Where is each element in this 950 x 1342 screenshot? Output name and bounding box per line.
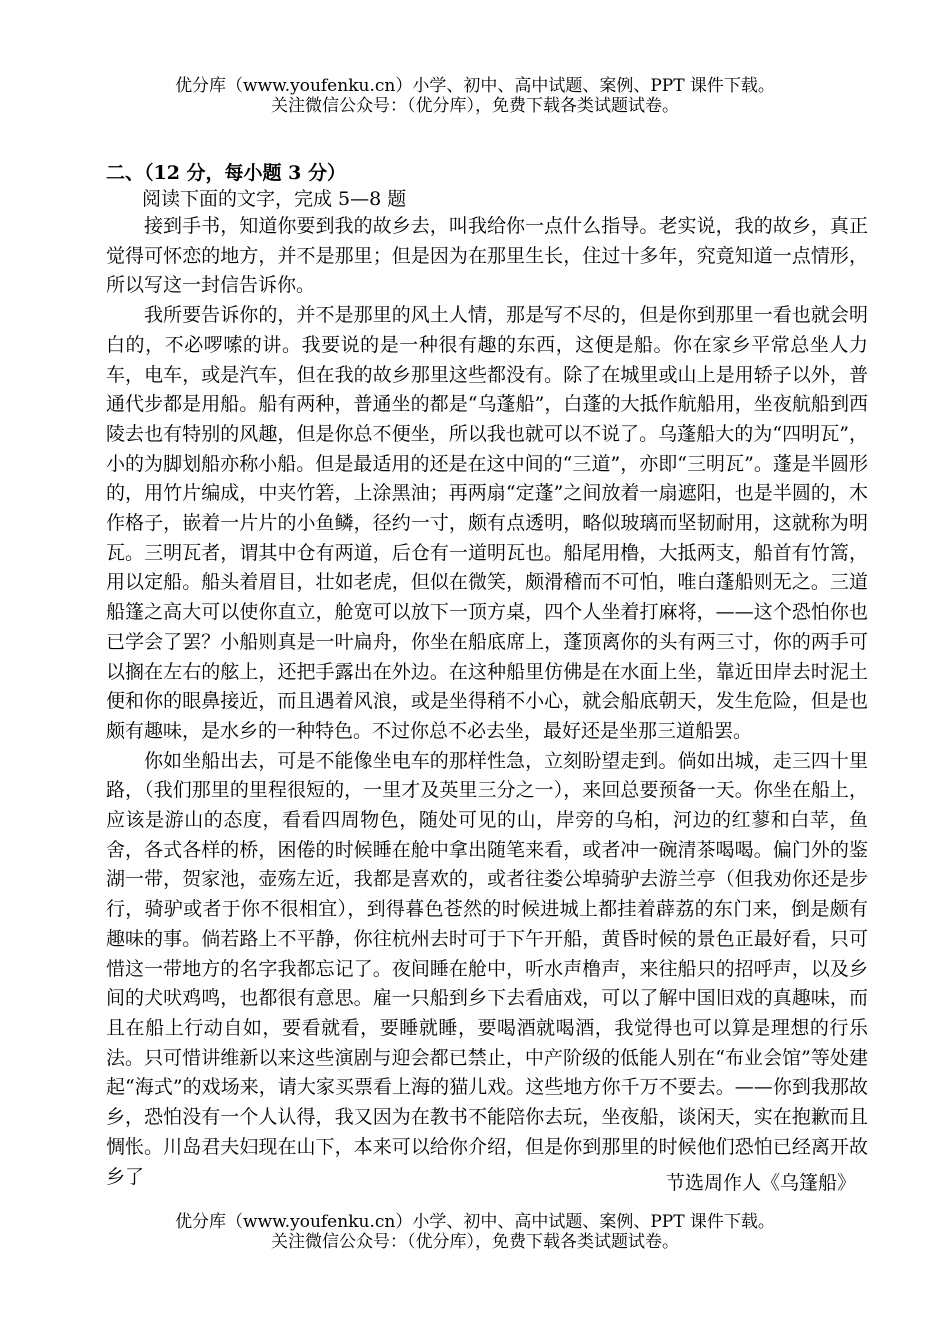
passage-attribution: 节选周作人《乌篷船》 [665, 1172, 856, 1194]
section-instruction: 阅读下面的文字，完成 5—8 题 [142, 188, 407, 210]
passage-body [106, 212, 868, 1192]
footer-line-1: 优分库（www.youfenku.cn）小学、初中、高中试题、案例、PPT 课件下载。 [175, 1212, 775, 1232]
header-line-1: 优分库（www.youfenku.cn）小学、初中、高中试题、案例、PPT 课件下载。 [175, 76, 775, 96]
passage-paragraph: 你如坐船出去，可是不能像坐电车的那样性急，立刻盼望走到。倘如出城，走三四十里路，（我们那里的里程很短的，一里才及英里三分之一），来回总要预备一天。你坐在船上，应该是游山的态度，看看四周物色，随处可见的山，岸旁的乌桕，河边的红蓼和白苹，鱼舍，各式各样的桥，困倦的时候睡在舱中拿出随笔来看，或者冲一碗清茶喝喝。偏门外的鉴湖一带，贺家池，壶殇左近，我都是喜欢的，或者往娄公埠骑驴去游兰亭（但我劝你还是步行，骑驴或者于你不很相宜），到得暮色苍然的时候进城上都挂着薜荔的东门来，倒是颇有趣味的事。倘若路上不平静，你往杭州去时可于下午开船，黄昏时候的景色正最好看，只可惜这一带地方的名字我都忘记了。夜间睡在舱中，听水声橹声，来往船只的招呼声，以及乡间的犬吠鸡鸣，也都很有意思。雇一只船到乡下去看庙戏，可以了解中国旧戏的真趣味，而且在船上行动自如，要看就看，要睡就睡，要喝酒就喝酒，我觉得也可以算是理想的行乐法。只可惜讲维新以来这些演剧与迎会都已禁止，中产阶级的低能人别在“布业会馆”等处建起“海式”的戏场来，请大家买票看上海的猫儿戏。这些地方你千万不要去。——你到我那故乡，恐怕没有一个人认得，我又因为在教书不能陪你去玩，坐夜船，谈闲天，实在抱歉而且惆怅。川岛君夫妇现在山下，本来可以给你介绍，但是你到那里的时候他们恐怕已经离开故乡了 [106, 749, 868, 1188]
section-title: 二、（12 分，每小题 3 分） [106, 162, 347, 184]
footer-line-2: 关注微信公众号：（优分库），免费下载各类试题试卷。 [271, 1232, 679, 1252]
page-footer [0, 1212, 950, 1252]
header-line-2: 关注微信公众号：（优分库），免费下载各类试题试卷。 [271, 96, 679, 116]
page-header [0, 76, 950, 116]
passage-paragraph: 我所要告诉你的，并不是那里的风土人情，那是写不尽的，但是你到那里一看也就会明白的，不必啰嗦的讲。我要说的是一种很有趣的东西，这便是船。你在家乡平常总坐人力车，电车，或是汽车，但在我的故乡那里这些都没有。除了在城里或山上是用轿子以外，普通代步都是用船。船有两种，普通坐的都是“乌蓬船”，白蓬的大抵作航船用，坐夜航船到西陵去也有特别的风趣，但是你总不便坐，所以我也就可以不说了。乌蓬船大的为“四明瓦”，小的为脚划船亦称小船。但是最适用的还是在这中间的“三道”，亦即“三明瓦”。蓬是半圆形的，用竹片编成，中夹竹箬，上涂黑油；再两扇“定蓬”之间放着一扇遮阳，也是半圆的，木作格子，嵌着一片片的小鱼鳞，径约一寸，颇有点透明，略似玻璃而坚韧耐用，这就称为明瓦。三明瓦者，谓其中仓有两道，后仓有一道明瓦也。船尾用橹，大抵两支，船首有竹篙，用以定船。船头着眉目，壮如老虎，但似在微笑，颇滑稽而不可怕，唯白蓬船则无之。三道船篷之高大可以使你直立，舱宽可以放下一顶方桌，四个人坐着打麻将，——这个恐怕你也已学会了罢？小船则真是一叶扁舟，你坐在船底席上，蓬顶离你的头有两三寸，你的两手可以搁在左右的舷上，还把手露出在外边。在这种船里仿佛是在水面上坐，靠近田岸去时泥土便和你的眼鼻接近，而且遇着风浪，或是坐得稍不小心，就会船底朝天，发生危险，但是也颇有趣味，是水乡的一种特色。不过你总不必去坐，最好还是坐那三道船罢。 [106, 304, 868, 742]
passage-paragraph: 接到手书，知道你要到我的故乡去，叫我给你一点什么指导。老实说，我的故乡，真正觉得可怀恋的地方，并不是那里；但是因为在那里生长，住过十多年，究竟知道一点情形，所以写这一封信告诉你。 [106, 215, 868, 297]
